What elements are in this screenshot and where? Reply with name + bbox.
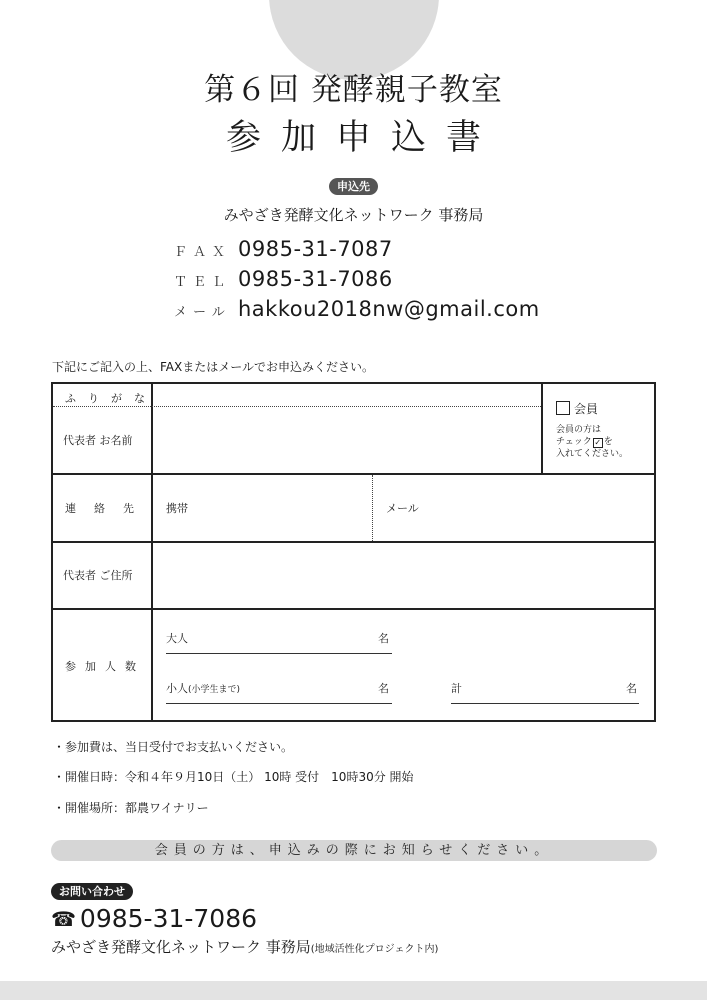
- application-form: [51, 382, 656, 722]
- checkmark-icon: ✓: [594, 438, 602, 447]
- inquiry-organization-name: みやざき発酵文化ネットワーク 事務局: [51, 938, 311, 956]
- participants-label: 参加人数: [65, 660, 145, 673]
- children-unit: 名: [378, 682, 389, 695]
- total-input-line[interactable]: [451, 703, 639, 704]
- adults-label: 大人: [166, 632, 188, 645]
- mail-address[interactable]: hakkou2018nw@gmail.com: [238, 297, 540, 321]
- contact-label: 連絡先: [65, 502, 152, 515]
- adults-input-line[interactable]: [166, 653, 392, 654]
- address-label: 代表者 ご住所: [63, 569, 133, 582]
- destination-organization: みやざき発酵文化ネットワーク 事務局: [223, 206, 484, 224]
- bottom-band: [0, 981, 707, 1000]
- tel-label: ＴＥＬ: [174, 275, 232, 290]
- member-note-check: チェック: [556, 437, 592, 447]
- instruction-text: 下記にご記入の上、FAXまたはメールでお申込みください。: [52, 360, 374, 374]
- row-divider-2: [53, 541, 654, 543]
- email-label: メール: [386, 502, 419, 515]
- label-column-divider: [151, 384, 153, 720]
- phone-icon: ☎: [51, 906, 76, 931]
- member-label: 会員: [574, 402, 599, 416]
- note-venue: ・開催場所：都農ワイナリー: [53, 801, 209, 815]
- row-divider-1: [53, 473, 654, 475]
- member-note-wo: を: [603, 437, 613, 447]
- member-note-line-3: 入れてください。: [556, 449, 629, 459]
- tel-number: 0985-31-7086: [238, 267, 393, 291]
- name-label: 代表者 お名前: [63, 434, 133, 447]
- title-line-2: 参加申込書: [225, 118, 501, 158]
- title-line-1: 第６回 発酵親子教室: [204, 72, 503, 108]
- inquiry-organization-sub: (地域活性化プロジェクト内): [310, 944, 439, 955]
- inquiry-phone-number: 0985-31-7086: [79, 904, 258, 933]
- children-label: [166, 680, 240, 696]
- tel-row: [174, 267, 393, 295]
- member-checkbox[interactable]: [556, 401, 570, 415]
- children-label-text: 小人: [166, 682, 188, 695]
- member-note-line-1: 会員の方は: [556, 425, 602, 435]
- inquiry-badge: お問い合わせ: [51, 883, 133, 900]
- furigana-divider: [53, 406, 541, 407]
- member-note-line-2: [556, 436, 628, 448]
- contact-divider: [372, 475, 373, 541]
- inquiry-organization: [51, 936, 438, 957]
- member-notice-banner: 会員の方は、申込みの際にお知らせください。: [51, 840, 657, 861]
- fax-row: [174, 237, 393, 265]
- note-datetime: ・開催日時：令和４年９月10日（土） 10時 受付 10時30分 開始: [53, 770, 414, 784]
- mail-label: メール: [174, 305, 231, 320]
- note-fee: ・参加費は、当日受付でお支払いください。: [53, 740, 294, 754]
- children-input-line[interactable]: [166, 703, 392, 704]
- member-note: [556, 424, 628, 460]
- fax-label: ＦＡＸ: [174, 245, 232, 260]
- furigana-label: ふりがな: [65, 392, 157, 405]
- adults-unit: 名: [378, 632, 389, 645]
- fax-number: 0985-31-7087: [238, 237, 393, 261]
- mail-row: [174, 297, 540, 325]
- children-sub-label: (小学生まで): [188, 685, 241, 695]
- total-unit: 名: [626, 682, 637, 695]
- destination-badge: 申込先: [329, 178, 378, 195]
- row-divider-3: [53, 608, 654, 610]
- total-label: 計: [451, 682, 462, 695]
- member-column-divider: [541, 384, 543, 473]
- inquiry-phone-line: [51, 904, 257, 933]
- mobile-label: 携帯: [166, 502, 188, 515]
